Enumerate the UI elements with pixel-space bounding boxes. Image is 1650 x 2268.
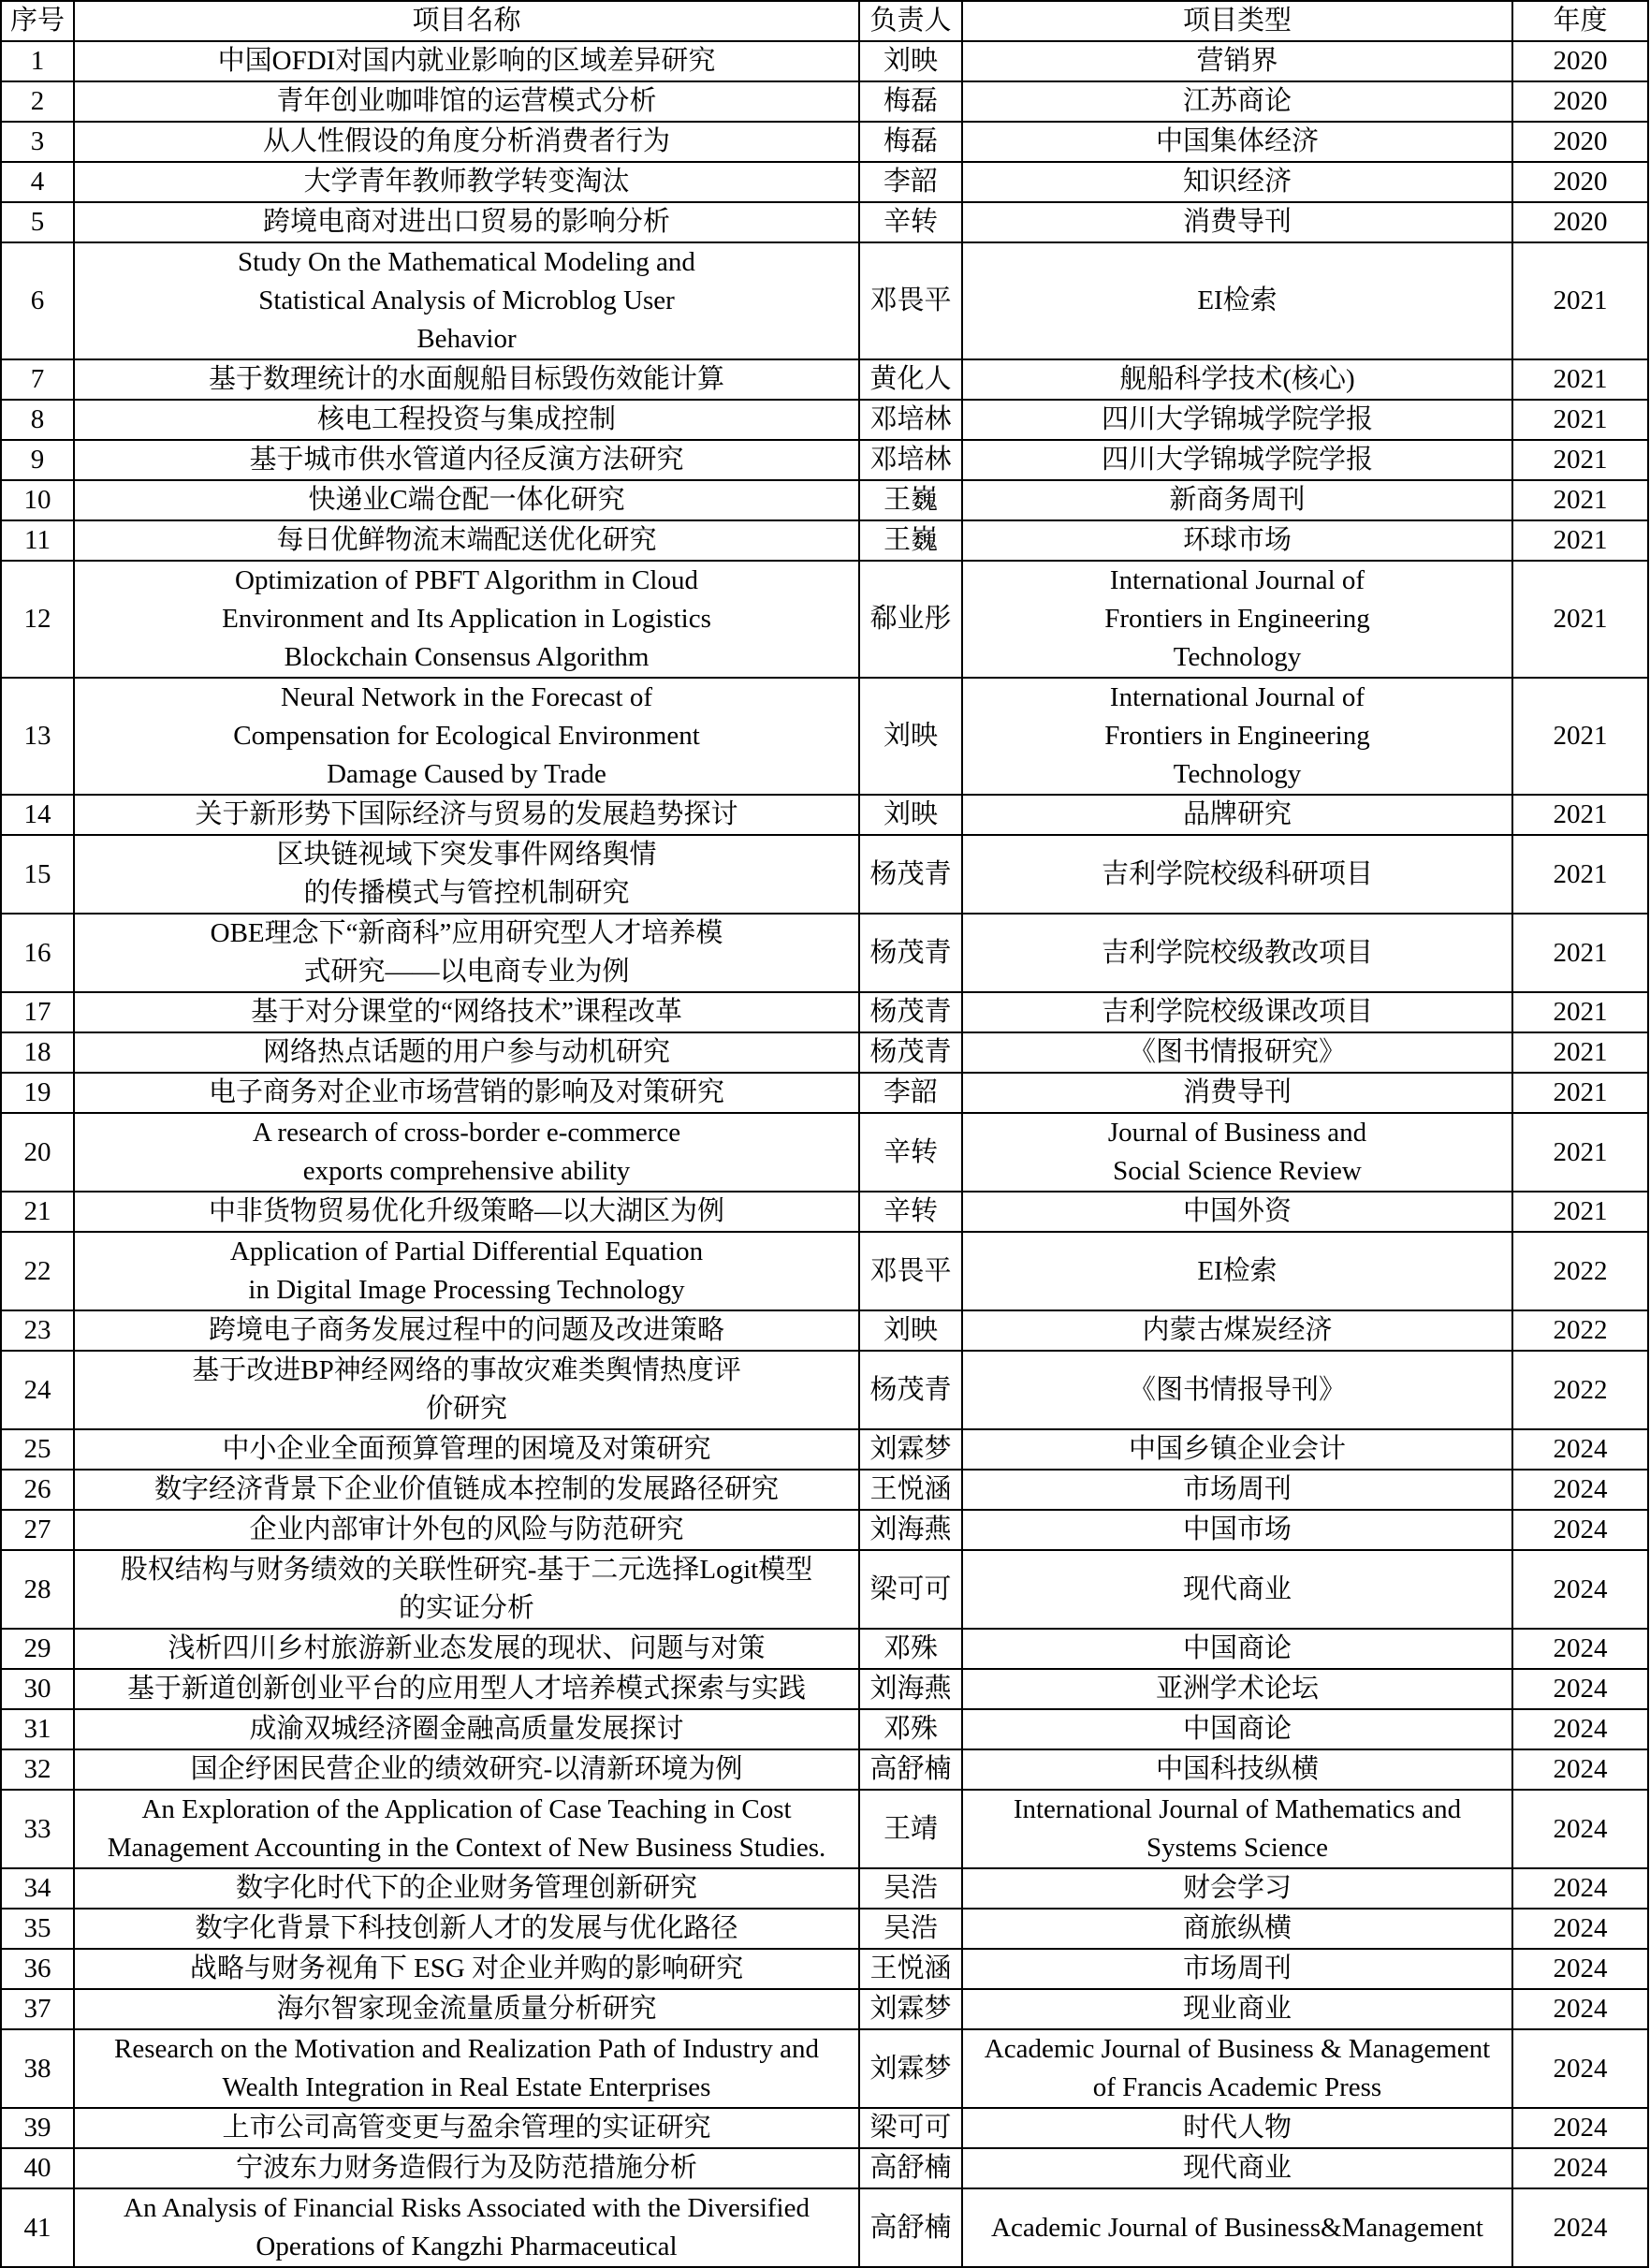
cell-year: 2024 [1512, 1989, 1648, 2029]
cell-type: EI检索 [962, 242, 1512, 359]
cell-year: 2024 [1512, 1470, 1648, 1510]
cell-type: 新商务周刊 [962, 480, 1512, 520]
table-row [1, 1310, 1648, 1351]
cell-leader: 杨茂青 [859, 992, 962, 1032]
cell-title: 青年创业咖啡馆的运营模式分析 [74, 81, 859, 122]
table-row [1, 1709, 1648, 1749]
cell-type: Journal of Business and Social Science Review [962, 1113, 1512, 1192]
cell-title: Neural Network in the Forecast of Compensation for Ecological Environment Damage Caused by Trade [74, 678, 859, 795]
cell-year: 2024 [1512, 1909, 1648, 1949]
cell-index: 27 [1, 1510, 74, 1550]
cell-index: 6 [1, 242, 74, 359]
cell-index: 33 [1, 1790, 74, 1868]
cell-type: International Journal of Frontiers in Engineering Technology [962, 678, 1512, 795]
cell-year: 2024 [1512, 2029, 1648, 2108]
cell-year: 2024 [1512, 1510, 1648, 1550]
table-row [1, 41, 1648, 81]
cell-title: Optimization of PBFT Algorithm in Cloud Environment and Its Application in Logistics Blockchain Consensus Algorithm [74, 561, 859, 678]
table-row [1, 1113, 1648, 1192]
cell-index: 9 [1, 440, 74, 480]
cell-index: 35 [1, 1909, 74, 1949]
table-row [1, 835, 1648, 914]
cell-type: 江苏商论 [962, 81, 1512, 122]
cell-index: 24 [1, 1351, 74, 1429]
cell-title: 数字化时代下的企业财务管理创新研究 [74, 1868, 859, 1909]
table-row [1, 1510, 1648, 1550]
cell-type: 现代商业 [962, 2148, 1512, 2188]
cell-index: 12 [1, 561, 74, 678]
cell-year: 2021 [1512, 561, 1648, 678]
table-row [1, 1550, 1648, 1629]
cell-year: 2021 [1512, 678, 1648, 795]
cell-year: 2021 [1512, 359, 1648, 400]
cell-title: Research on the Motivation and Realization Path of Industry and Wealth Integration in Real Estate Enterprises [74, 2029, 859, 2108]
cell-title: 成渝双城经济圈金融高质量发展探讨 [74, 1709, 859, 1749]
cell-leader: 刘海燕 [859, 1510, 962, 1550]
cell-title: 浅析四川乡村旅游新业态发展的现状、问题与对策 [74, 1629, 859, 1669]
cell-leader: 邓畏平 [859, 242, 962, 359]
cell-type: 《图书情报导刊》 [962, 1351, 1512, 1429]
cell-index: 16 [1, 914, 74, 992]
cell-year: 2020 [1512, 81, 1648, 122]
cell-title: 中小企业全面预算管理的困境及对策研究 [74, 1429, 859, 1470]
cell-title: 大学青年教师教学转变淘汰 [74, 162, 859, 202]
cell-title: 数字经济背景下企业价值链成本控制的发展路径研究 [74, 1470, 859, 1510]
cell-index: 21 [1, 1192, 74, 1232]
cell-year: 2024 [1512, 1749, 1648, 1790]
table-row [1, 1429, 1648, 1470]
table-row [1, 359, 1648, 400]
cell-leader: 王悦涵 [859, 1949, 962, 1989]
cell-type: 商旅纵横 [962, 1909, 1512, 1949]
table-row [1, 2108, 1648, 2148]
cell-title: 股权结构与财务绩效的关联性研究-基于二元选择Logit模型 的实证分析 [74, 1550, 859, 1629]
cell-type: 吉利学院校级科研项目 [962, 835, 1512, 914]
cell-index: 18 [1, 1032, 74, 1073]
header-type: 项目类型 [962, 1, 1512, 41]
cell-year: 2021 [1512, 440, 1648, 480]
cell-title: 跨境电子商务发展过程中的问题及改进策略 [74, 1310, 859, 1351]
cell-leader: 辛转 [859, 1113, 962, 1192]
cell-title: 基于改进BP神经网络的事故灾难类舆情热度评 价研究 [74, 1351, 859, 1429]
cell-leader: 辛转 [859, 1192, 962, 1232]
cell-index: 2 [1, 81, 74, 122]
cell-index: 41 [1, 2188, 74, 2267]
table-row [1, 1868, 1648, 1909]
cell-type: Academic Journal of Business & Management of Francis Academic Press [962, 2029, 1512, 2108]
cell-type: 中国市场 [962, 1510, 1512, 1550]
cell-title: Study On the Mathematical Modeling and Statistical Analysis of Microblog User Behavior [74, 242, 859, 359]
table-row [1, 520, 1648, 561]
cell-leader: 李韶 [859, 1073, 962, 1113]
cell-leader: 刘映 [859, 1310, 962, 1351]
cell-year: 2024 [1512, 1949, 1648, 1989]
table-row [1, 1949, 1648, 1989]
table-row [1, 1669, 1648, 1709]
cell-index: 36 [1, 1949, 74, 1989]
cell-index: 15 [1, 835, 74, 914]
cell-leader: 高舒楠 [859, 1749, 962, 1790]
cell-type: 营销界 [962, 41, 1512, 81]
cell-type: 亚洲学术论坛 [962, 1669, 1512, 1709]
cell-year: 2024 [1512, 1868, 1648, 1909]
cell-leader: 刘映 [859, 41, 962, 81]
cell-year: 2024 [1512, 1709, 1648, 1749]
cell-type: 市场周刊 [962, 1470, 1512, 1510]
cell-leader: 辛转 [859, 202, 962, 242]
cell-year: 2021 [1512, 835, 1648, 914]
cell-index: 37 [1, 1989, 74, 2029]
table-row [1, 1032, 1648, 1073]
cell-title: 区块链视域下突发事件网络舆情 的传播模式与管控机制研究 [74, 835, 859, 914]
table-row [1, 202, 1648, 242]
table-body [1, 41, 1648, 2267]
table-row [1, 1470, 1648, 1510]
cell-type: 环球市场 [962, 520, 1512, 561]
cell-year: 2020 [1512, 202, 1648, 242]
cell-leader: 吴浩 [859, 1868, 962, 1909]
table-row [1, 242, 1648, 359]
cell-year: 2024 [1512, 2108, 1648, 2148]
cell-index: 4 [1, 162, 74, 202]
cell-year: 2021 [1512, 480, 1648, 520]
cell-title: 基于数理统计的水面舰船目标毁伤效能计算 [74, 359, 859, 400]
cell-title: 核电工程投资与集成控制 [74, 400, 859, 440]
table-row [1, 561, 1648, 678]
cell-type: 现代商业 [962, 1550, 1512, 1629]
cell-year: 2021 [1512, 914, 1648, 992]
cell-index: 38 [1, 2029, 74, 2108]
cell-index: 13 [1, 678, 74, 795]
cell-year: 2024 [1512, 2148, 1648, 2188]
cell-index: 5 [1, 202, 74, 242]
cell-leader: 高舒楠 [859, 2148, 962, 2188]
cell-type: 财会学习 [962, 1868, 1512, 1909]
table-row [1, 81, 1648, 122]
cell-leader: 王悦涵 [859, 1470, 962, 1510]
cell-title: Application of Partial Differential Equation in Digital Image Processing Technology [74, 1232, 859, 1310]
table-row [1, 1790, 1648, 1868]
cell-type: 中国商论 [962, 1709, 1512, 1749]
cell-title: 国企纾困民营企业的绩效研究-以清新环境为例 [74, 1749, 859, 1790]
cell-type: EI检索 [962, 1232, 1512, 1310]
header-index: 序号 [1, 1, 74, 41]
table-row [1, 440, 1648, 480]
cell-type: Academic Journal of Business&Management [962, 2188, 1512, 2267]
cell-index: 1 [1, 41, 74, 81]
cell-title: 快递业C端仓配一体化研究 [74, 480, 859, 520]
cell-year: 2022 [1512, 1310, 1648, 1351]
table-row [1, 1909, 1648, 1949]
cell-type: International Journal of Mathematics and Systems Science [962, 1790, 1512, 1868]
cell-year: 2021 [1512, 992, 1648, 1032]
cell-title: 基于城市供水管道内径反演方法研究 [74, 440, 859, 480]
cell-leader: 邓殊 [859, 1629, 962, 1669]
cell-leader: 杨茂青 [859, 1351, 962, 1429]
cell-title: 关于新形势下国际经济与贸易的发展趋势探讨 [74, 795, 859, 835]
cell-leader: 王巍 [859, 480, 962, 520]
cell-index: 26 [1, 1470, 74, 1510]
cell-type: 现业商业 [962, 1989, 1512, 2029]
cell-type: 四川大学锦城学院学报 [962, 440, 1512, 480]
table-row [1, 1989, 1648, 2029]
cell-year: 2024 [1512, 2188, 1648, 2267]
header-leader: 负责人 [859, 1, 962, 41]
cell-year: 2022 [1512, 1232, 1648, 1310]
cell-leader: 郗业彤 [859, 561, 962, 678]
cell-type: 中国科技纵横 [962, 1749, 1512, 1790]
cell-index: 31 [1, 1709, 74, 1749]
table-row [1, 1232, 1648, 1310]
cell-year: 2022 [1512, 1351, 1648, 1429]
cell-index: 29 [1, 1629, 74, 1669]
header-year: 年度 [1512, 1, 1648, 41]
cell-index: 11 [1, 520, 74, 561]
cell-title: An Exploration of the Application of Case Teaching in Cost Management Accounting in the Context of New Business Studies. [74, 1790, 859, 1868]
cell-title: 跨境电商对进出口贸易的影响分析 [74, 202, 859, 242]
table-row [1, 992, 1648, 1032]
cell-index: 39 [1, 2108, 74, 2148]
table-row [1, 2188, 1648, 2267]
cell-leader: 刘霖梦 [859, 2029, 962, 2108]
cell-year: 2020 [1512, 122, 1648, 162]
cell-type: 舰船科学技术(核心) [962, 359, 1512, 400]
cell-year: 2024 [1512, 1669, 1648, 1709]
cell-type: 品牌研究 [962, 795, 1512, 835]
cell-title: A research of cross-border e-commerce exports comprehensive ability [74, 1113, 859, 1192]
cell-title: 基于新道创新创业平台的应用型人才培养模式探索与实践 [74, 1669, 859, 1709]
cell-year: 2021 [1512, 400, 1648, 440]
cell-index: 28 [1, 1550, 74, 1629]
cell-title: 每日优鲜物流末端配送优化研究 [74, 520, 859, 561]
cell-leader: 刘霖梦 [859, 1989, 962, 2029]
cell-index: 8 [1, 400, 74, 440]
table-row [1, 678, 1648, 795]
cell-leader: 邓培林 [859, 400, 962, 440]
cell-title: 网络热点话题的用户参与动机研究 [74, 1032, 859, 1073]
table-row [1, 400, 1648, 440]
cell-type: 吉利学院校级课改项目 [962, 992, 1512, 1032]
cell-year: 2020 [1512, 162, 1648, 202]
cell-index: 25 [1, 1429, 74, 1470]
cell-index: 40 [1, 2148, 74, 2188]
cell-index: 30 [1, 1669, 74, 1709]
cell-type: 知识经济 [962, 162, 1512, 202]
cell-leader: 刘映 [859, 795, 962, 835]
cell-year: 2024 [1512, 1790, 1648, 1868]
cell-title: 从人性假设的角度分析消费者行为 [74, 122, 859, 162]
cell-leader: 杨茂青 [859, 914, 962, 992]
cell-title: OBE理念下“新商科”应用研究型人才培养模 式研究——以电商专业为例 [74, 914, 859, 992]
cell-year: 2020 [1512, 41, 1648, 81]
cell-index: 19 [1, 1073, 74, 1113]
cell-year: 2021 [1512, 520, 1648, 561]
cell-type: 市场周刊 [962, 1949, 1512, 1989]
cell-leader: 刘映 [859, 678, 962, 795]
cell-index: 20 [1, 1113, 74, 1192]
cell-title: 上市公司高管变更与盈余管理的实证研究 [74, 2108, 859, 2148]
cell-type: 《图书情报研究》 [962, 1032, 1512, 1073]
table-header-row [1, 1, 1648, 41]
cell-index: 14 [1, 795, 74, 835]
table-row [1, 914, 1648, 992]
cell-type: 中国乡镇企业会计 [962, 1429, 1512, 1470]
cell-index: 34 [1, 1868, 74, 1909]
table-row [1, 1073, 1648, 1113]
cell-year: 2024 [1512, 1550, 1648, 1629]
cell-title: 基于对分课堂的“网络技术”课程改革 [74, 992, 859, 1032]
cell-index: 23 [1, 1310, 74, 1351]
header-title: 项目名称 [74, 1, 859, 41]
cell-leader: 王巍 [859, 520, 962, 561]
cell-year: 2021 [1512, 795, 1648, 835]
cell-leader: 李韶 [859, 162, 962, 202]
table-row [1, 2029, 1648, 2108]
cell-title: An Analysis of Financial Risks Associated with the Diversified Operations of Kangzhi Pharmaceutical [74, 2188, 859, 2267]
cell-type: 中国商论 [962, 1629, 1512, 1669]
cell-year: 2021 [1512, 1032, 1648, 1073]
cell-type: 时代人物 [962, 2108, 1512, 2148]
cell-title: 电子商务对企业市场营销的影响及对策研究 [74, 1073, 859, 1113]
cell-title: 企业内部审计外包的风险与防范研究 [74, 1510, 859, 1550]
cell-index: 32 [1, 1749, 74, 1790]
table-row [1, 1351, 1648, 1429]
cell-title: 数字化背景下科技创新人才的发展与优化路径 [74, 1909, 859, 1949]
cell-year: 2021 [1512, 1192, 1648, 1232]
cell-leader: 梅磊 [859, 122, 962, 162]
table-row [1, 1629, 1648, 1669]
cell-leader: 梁可可 [859, 1550, 962, 1629]
cell-leader: 吴浩 [859, 1909, 962, 1949]
cell-year: 2021 [1512, 242, 1648, 359]
cell-leader: 梁可可 [859, 2108, 962, 2148]
cell-index: 17 [1, 992, 74, 1032]
table-row [1, 480, 1648, 520]
table-row [1, 1192, 1648, 1232]
cell-leader: 高舒楠 [859, 2188, 962, 2267]
cell-leader: 邓殊 [859, 1709, 962, 1749]
cell-year: 2024 [1512, 1629, 1648, 1669]
cell-leader: 邓畏平 [859, 1232, 962, 1310]
cell-title: 海尔智家现金流量质量分析研究 [74, 1989, 859, 2029]
cell-index: 22 [1, 1232, 74, 1310]
cell-leader: 杨茂青 [859, 1032, 962, 1073]
cell-index: 7 [1, 359, 74, 400]
cell-type: 消费导刊 [962, 202, 1512, 242]
cell-leader: 刘海燕 [859, 1669, 962, 1709]
table-row [1, 122, 1648, 162]
cell-leader: 王靖 [859, 1790, 962, 1868]
cell-leader: 杨茂青 [859, 835, 962, 914]
cell-type: 吉利学院校级教改项目 [962, 914, 1512, 992]
cell-type: 四川大学锦城学院学报 [962, 400, 1512, 440]
cell-type: 消费导刊 [962, 1073, 1512, 1113]
cell-title: 战略与财务视角下 ESG 对企业并购的影响研究 [74, 1949, 859, 1989]
cell-year: 2021 [1512, 1113, 1648, 1192]
cell-index: 3 [1, 122, 74, 162]
cell-title: 宁波东力财务造假行为及防范措施分析 [74, 2148, 859, 2188]
cell-type: 中国集体经济 [962, 122, 1512, 162]
cell-title: 中非货物贸易优化升级策略—以大湖区为例 [74, 1192, 859, 1232]
cell-type: International Journal of Frontiers in Engineering Technology [962, 561, 1512, 678]
cell-index: 10 [1, 480, 74, 520]
cell-year: 2021 [1512, 1073, 1648, 1113]
cell-year: 2024 [1512, 1429, 1648, 1470]
cell-leader: 梅磊 [859, 81, 962, 122]
table-row [1, 795, 1648, 835]
cell-type: 中国外资 [962, 1192, 1512, 1232]
cell-leader: 刘霖梦 [859, 1429, 962, 1470]
cell-title: 中国OFDI对国内就业影响的区域差异研究 [74, 41, 859, 81]
cell-type: 内蒙古煤炭经济 [962, 1310, 1512, 1351]
cell-leader: 黄化人 [859, 359, 962, 400]
table-row [1, 1749, 1648, 1790]
table-row [1, 2148, 1648, 2188]
table-row [1, 162, 1648, 202]
cell-leader: 邓培林 [859, 440, 962, 480]
